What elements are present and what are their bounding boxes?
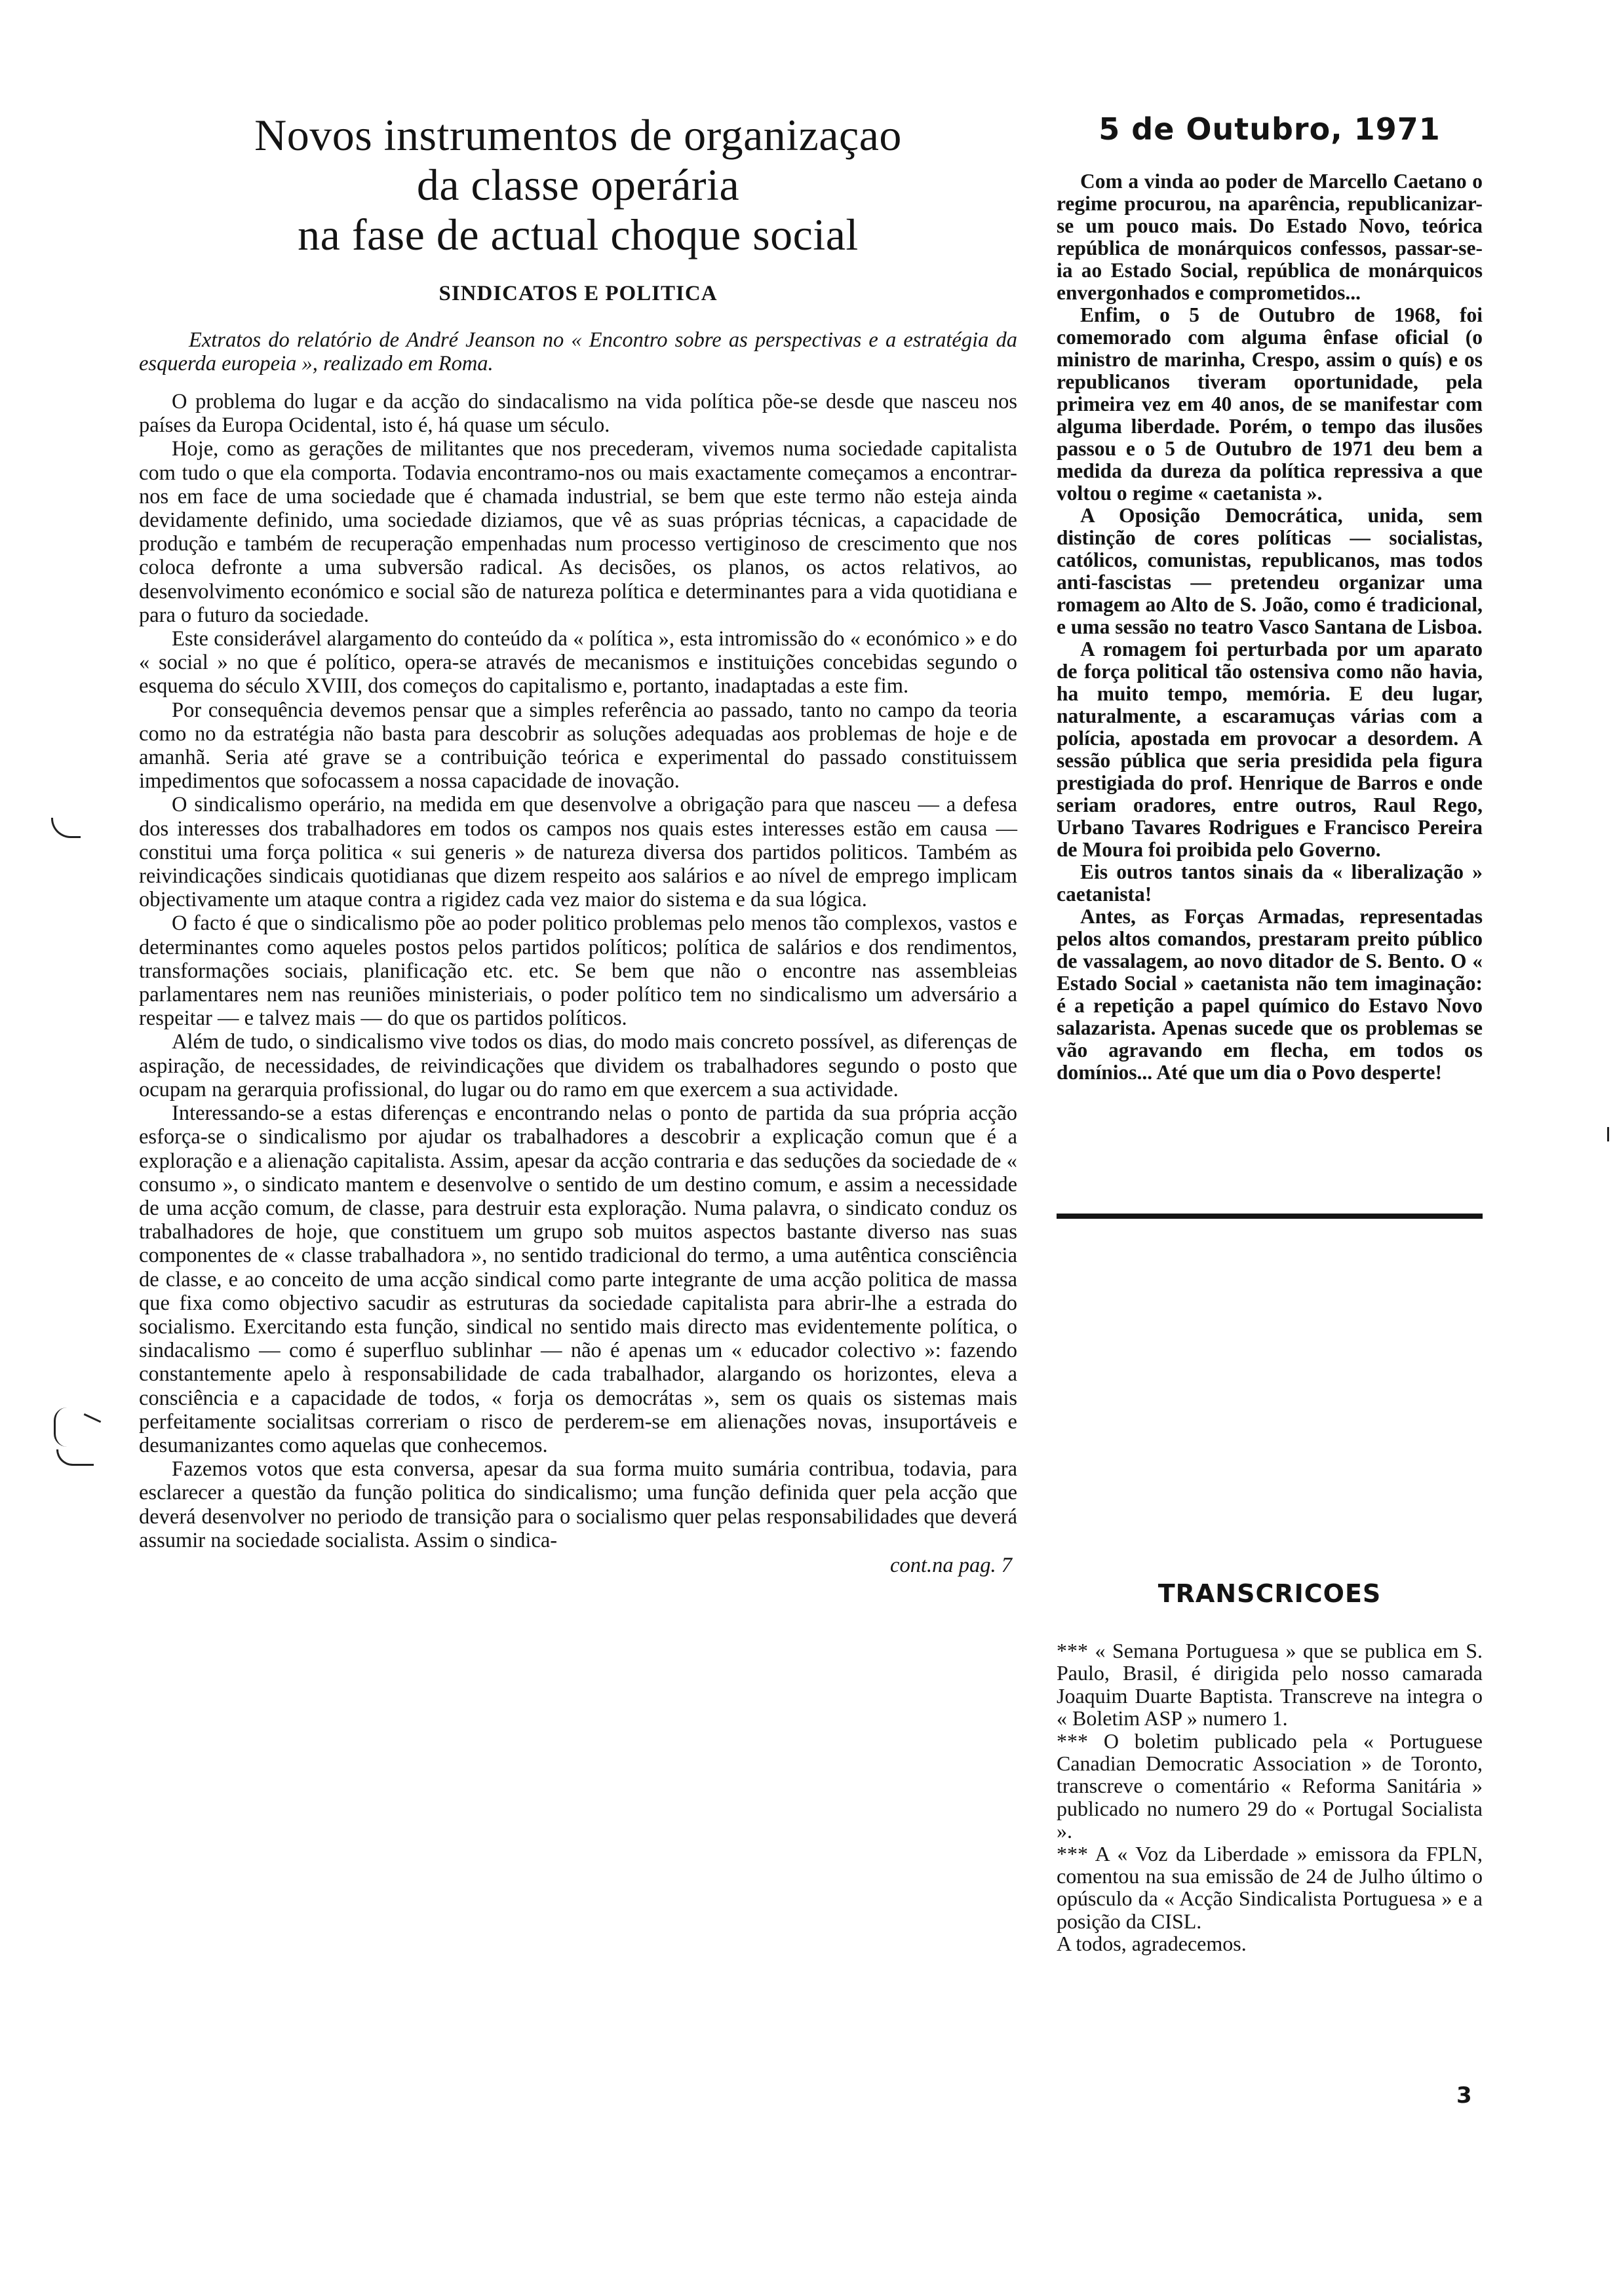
transcricoes-section — [1057, 1579, 1483, 1955]
article-paragraph: Este considerável alargamento do conteúdo da « política », esta intromissão do « económico » e do « social » no que é político, opera-se através de mecanismos e instituições concebidas segundo o esquema do século XVIII, dos começos do capitalismo e, portanto, inadaptadas a este fim. — [139, 627, 1017, 698]
column-divider-rule — [1057, 1214, 1483, 1219]
scan-mark — [1607, 1127, 1609, 1141]
main-article — [139, 110, 1017, 1578]
transcricoes-item: *** O boletim publicado pela « Portuguese Canadian Democratic Association » de Toronto, transcreve o comentário « Reforma Sanitária » publicado no numero 29 do « Portugal Socialista ». — [1057, 1729, 1483, 1843]
editorial-body — [1057, 170, 1483, 1084]
editorial-paragraph: Com a vinda ao poder de Marcello Caetano o regime procurou, na aparência, republicanizar-se um pouco mais. Do Estado Novo, teórica república de monárquicos confessos, passar-se-ia ao Estado Social, república de monárquicos envergonhados e comprometidos... — [1057, 170, 1483, 304]
transcricoes-item: *** A « Voz da Liberdade » emissora da FPLN, comentou na sua emissão de 24 de Julho último o opúsculo da « Acção Sindicalista Portuguesa » e a posição da CISL. — [1057, 1841, 1483, 1933]
editorial-paragraph: Antes, as Forças Armadas, representadas pelos altos comandos, prestaram preito público de vassalagem, ao novo ditador de S. Bento. O « Estado Social » caetanista não tem imaginação: é a repetição a papel químico do Estavo Novo salazarista. Apenas sucede que os problemas se vão agravando em flecha, em todos os domínios... Até que um dia o Povo desperte! — [1057, 905, 1483, 1084]
scan-mark — [51, 818, 81, 838]
editorial-paragraph: Enfim, o 5 de Outubro de 1968, foi comemorado com alguma ênfase oficial (o ministro de marinha, Crespo, assim o quís) e os republicanos tiveram oportunidade, pela primeira vez em 40 anos, de se manifestar com alguma liberdade. Porém, o tempo das ilusões passou e o 5 de Outubro de 1971 deu bem a medida da dureza da política repressiva a que voltou o regime « caetanista ». — [1057, 303, 1483, 505]
transcricoes-closing: A todos, agradecemos. — [1057, 1932, 1247, 1956]
editorial-title: 5 de Outubro, 1971 — [1099, 111, 1441, 147]
article-paragraph: Hoje, como as gerações de militantes que nos precederam, vivemos numa sociedade capitalista com tudo o que ela comporta. Todavia encontramo-nos ou mais exactamente começamos a encontrar-nos em face de uma sociedade que é chamada industrial, se bem que este termo não esteja ainda devidamente definido, uma sociedade diziamos, que vê as suas próprias técnicas, a capacidade de produção e também de recuperação empenhadas num processo vertiginoso de crescimento que nos coloca defronte a uma subversão radical. As decisões, os planos, os actos relativos, ao desenvolvimento económico e social são de natureza política e determinantes para a vida quotidiana e para o futuro da sociedade. — [139, 437, 1017, 627]
headline-line: na fase de actual choque social — [298, 210, 859, 259]
scan-mark — [54, 1407, 68, 1447]
editorial-column — [1057, 111, 1483, 1084]
article-paragraph: Fazemos votos que esta conversa, apesar da sua forma muito sumária contribua, todavia, para esclarecer a questão da função politica do sindicalismo; uma função definida quer pela acção que deverá desenvolver no periodo de transição para o socialismo quer pelas responsabilidades que deverá assumir na sociedade socialista. Assim o sindica- — [139, 1457, 1017, 1552]
article-paragraph: O sindicalismo operário, na medida em que desenvolve a obrigação para que nasceu — a defesa dos interesses dos trabalhadores em todos os campos nos quais estes interesses estão em causa — constitui uma força politica « sui generis » de natureza diversa dos partidos politicos. Também as reivindicações sindicais quotidianas que dizem respeito aos salários e ao nível de emprego implicam objectivamente um ataque contra a rigidez cada vez maior do sistema e da sua lógica. — [139, 793, 1017, 912]
editorial-paragraph: A Oposição Democrática, unida, sem distinção de cores políticas — socialistas, católicos, comunistas, republicanos, mas todos anti-fascistas — pretendeu organizar uma romagem ao Alto de S. João, como é tradicional, e uma sessão no teatro Vasco Santana de Lisboa. — [1057, 504, 1483, 638]
article-subheading: SINDICATOS E POLITICA — [438, 282, 718, 305]
editorial-paragraph: Eis outros tantos sinais da « liberalização » caetanista! — [1057, 860, 1483, 906]
editorial-paragraph: A romagem foi perturbada por um aparato de força political tão ostensiva como não havia, ha muito tempo, memória. E deu lugar, naturalmente, a escaramuças várias com a polícia, apostada em provocar a desordem. A sessão pública que seria presidida pela figura prestigiada do prof. Henrique de Barros e onde seriam oradores, entre outros, Raul Rego, Urbano Tavares Rodrigues e Francisco Pereira de Moura foi proibida pelo Governo. — [1057, 638, 1483, 861]
scan-mark — [80, 1413, 102, 1431]
headline-line: da classe operária — [416, 160, 740, 210]
transcricoes-title: TRANSCRICOES — [1158, 1579, 1382, 1608]
article-paragraph: Além de tudo, o sindicalismo vive todos os dias, do modo mais concreto possível, as diferenças de aspiração, de necessidades, de reivindicações que dividem os trabalhadores segundo o posto que ocupam na gerarquia profissional, do lugar ou do ramo em que exercem a sua actividade. — [139, 1030, 1017, 1101]
continuation-note: cont.na pag. 7 — [890, 1553, 1012, 1577]
article-headline — [139, 110, 1017, 259]
article-paragraph: O facto é que o sindicalismo põe ao poder politico problemas pelo menos tão complexos, vastos e determinantes como aqueles postos pelos partidos políticos; política de salários e dos rendimentos, transformações sociais, planificação etc. etc. Se bem que não o encontre nas assembleias parlamentares nem nas reuniões ministeriais, o poder político tem no sindicalismo um adversário a respeitar — e talvez mais — do que os partidos políticos. — [139, 911, 1017, 1031]
page-number: 3 — [1456, 2082, 1472, 2109]
article-paragraph: Interessando-se a estas diferenças e encontrando nelas o ponto de partida da sua própria acção esforça-se o sindicalismo por ajudar os trabalhadores a descobrir a explicação comun que é a exploração e a alienação capitalista. Assim, apesar da acção contraria e das seduções da sociedade de « consumo », o sindicato mantem e desenvolve o sentido de um destino comum, e assim a necessidade de uma acção comum, de classe, para destruir esta exploração. Numa palavra, o sindicato conduz os trabalhadores de hoje, que constituem um grupo sob muitos aspectos bastante diverso nas suas componentes de « classe trabalhadora », no sentido tradicional do termo, a uma autêntica consciência de classe, e ao conceito de uma acção sindical como parte integrante de uma acção politica de massa que fixa como objectivo sacudir as estruturas da sociedade capitalista para abrir-lhe a estrada do socialismo. Exercitando esta função, sindical no sentido mais directo mas evidentemente política, o sindacalismo — como é superfluo sublinhar — não é apenas um « educador colectivo »: fazendo constantemente apelo à responsabilidade de cada trabalhador, alargando os horizontes, eleva a consciência e a capacidade de todos, « forja os democrátas », sem os quais os sistemas mais perfeitamente socialitsas correriam o risco de perderem-se em alienações novas, insuportáveis e desumanizantes como aquelas que conhecemos. — [139, 1101, 1017, 1457]
transcricoes-item: *** « Semana Portuguesa » que se publica em S. Paulo, Brasil, é dirigida pelo nosso camarada Joaquim Duarte Baptista. Transcreve na integra o « Boletim ASP » numero 1. — [1057, 1639, 1483, 1731]
article-body — [139, 390, 1017, 1552]
article-paragraph: Por consequência devemos pensar que a simples referência ao passado, tanto no campo da teoria como no da estratégia não basta para descobrir as soluções adequadas aos problemas de hoje e de amanhã. Seria até grave se a contribuição teórica e experimental do passado constituissem impedimentos que sofocassem a nossa capacidade de inovação. — [139, 698, 1017, 794]
article-paragraph: O problema do lugar e da acção do sindacalismo na vida política põe-se desde que nasceu nos países da Europa Ocidental, isto é, há quase um século. — [139, 390, 1017, 438]
scan-mark — [56, 1449, 94, 1466]
headline-line: Novos instrumentos de organizaçao — [254, 110, 902, 160]
article-intro: Extratos do relatório de André Jeanson no « Encontro sobre as perspectivas e a estratégia da esquerda europeia », realizado em Roma. — [139, 328, 1017, 375]
